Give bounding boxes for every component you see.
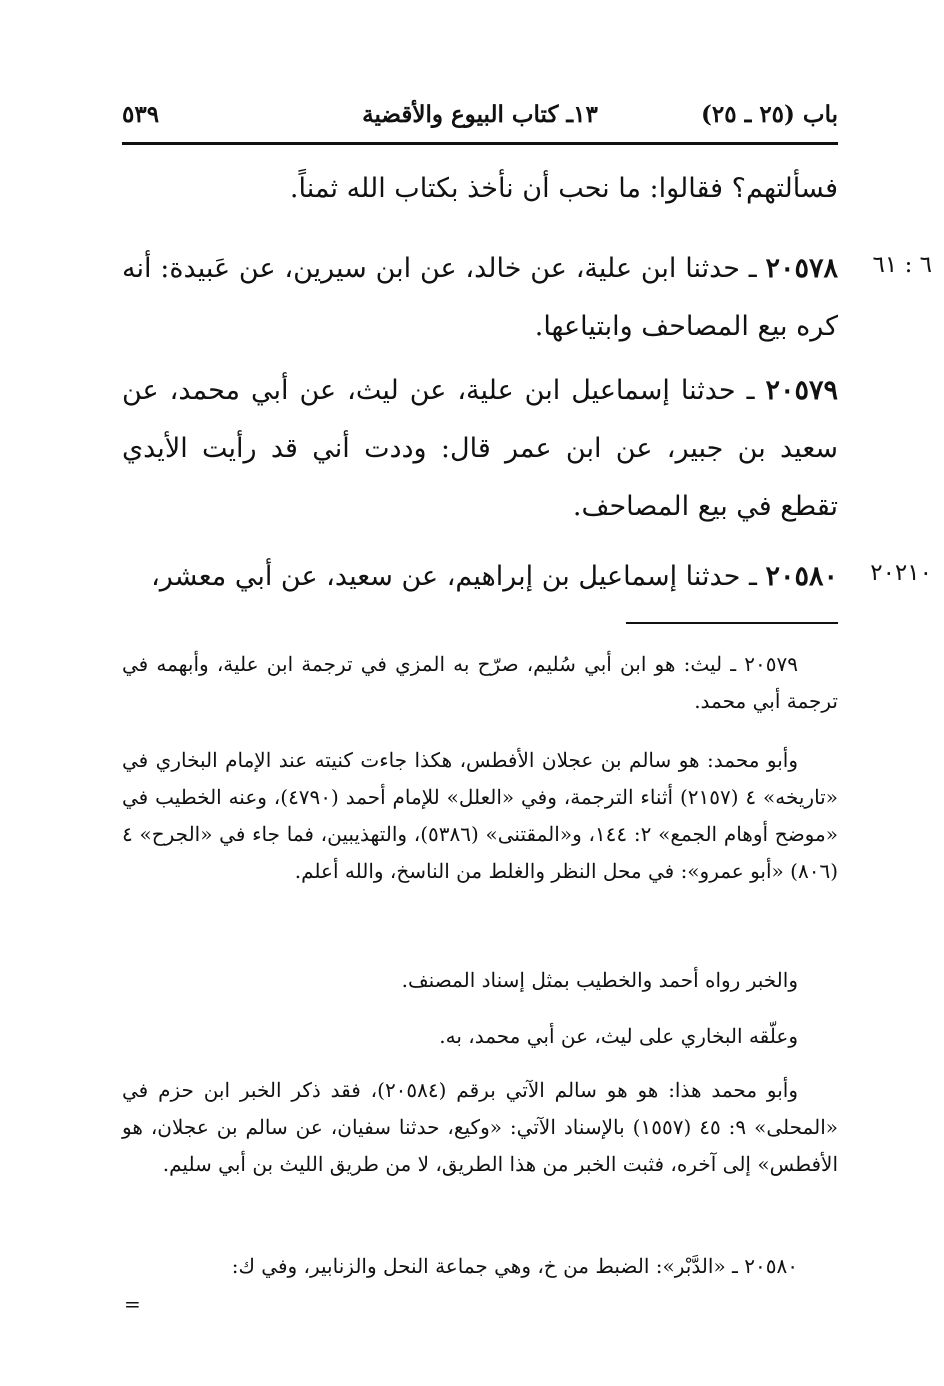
chapter-reference: باب (٢٥ ـ ٢٥)	[700, 100, 838, 128]
hadith-number: ٢٠٥٧٨	[765, 253, 838, 284]
header-rule	[122, 142, 838, 145]
footnote-rule	[626, 622, 838, 624]
book-title: ١٣ـ كتاب البيوع والأقضية	[362, 100, 598, 128]
footnote-4: وعلّقه البخاري على ليث، عن أبي محمد، به.	[439, 1024, 798, 1048]
margin-reference-1: ٦ : ٦١	[872, 252, 932, 278]
footnote-3: والخبر رواه أحمد والخطيب بمثل إسناد المصنف.	[401, 968, 798, 992]
continuation-mark: =	[124, 1292, 141, 1316]
footnote-1: ٢٠٥٧٩ ـ ليث: هو ابن أبي سُليم، صرّح به المزي في ترجمة ابن علية، وأبهمه في ترجمة أبي محمد.	[122, 652, 838, 713]
hadith-text: ـ حدثنا ابن علية، عن خالد، عن ابن سيرين، عن عَبيدة: أنه كره بيع المصاحف وابتياعها.	[122, 253, 838, 342]
main-paragraph-3	[122, 362, 838, 536]
main-paragraph-2	[122, 240, 838, 356]
page-number: ٥٣٩	[122, 100, 160, 128]
main-paragraph-1: فسألتهم؟ فقالوا: ما نحب أن نأخذ بكتاب الله ثمناً.	[289, 173, 838, 204]
footnote-6: ٢٠٥٨٠ ـ «الدَّبْر»: الضبط من خ، وهي جماعة النحل والزنابير، وفي ك:	[231, 1254, 798, 1278]
main-paragraph-4	[122, 548, 838, 606]
hadith-number: ٢٠٥٨٠	[765, 561, 838, 592]
footnote-2: وأبو محمد: هو سالم بن عجلان الأفطس، هكذا جاءت كنيته عند الإمام البخاري في «تاريخه» ٤ (٢١٥٧) أثناء الترجمة، وفي «العلل» للإمام أحمد (٤٧٩٠)، وعنه الخطيب في «موضح أوهام الجمع» ٢: ١٤٤، و«المقتنى» (٥٣٨٦)، والتهذيبين، فما جاء في «الجرح» ٤ (٨٠٦) «أبو عمرو»: في محل النظر والغلط من الناسخ، والله أعلم.	[122, 748, 838, 883]
hadith-number: ٢٠٥٧٩	[765, 375, 838, 406]
hadith-text: ـ حدثنا إسماعيل بن إبراهيم، عن سعيد، عن أبي معشر،	[151, 561, 766, 592]
hadith-text: ـ حدثنا إسماعيل ابن علية، عن ليث، عن أبي محمد، عن سعيد بن جبير، عن ابن عمر قال: وددت أني قد رأيت الأيدي تقطع في بيع المصاحف.	[122, 375, 838, 522]
margin-reference-2: ٢٠٢١٠	[870, 560, 932, 586]
running-header	[122, 92, 838, 136]
footnote-5: وأبو محمد هذا: هو هو سالم الآتي برقم (٢٠٥٨٤)، فقد ذكر الخبر ابن حزم في «المحلى» ٩: ٤٥ (١٥٥٧) بالإسناد الآتي: «وكيع، حدثنا سفيان، عن سالم بن عجلان، هو الأفطس» إلى آخره، فثبت الخبر من هذا الطريق، لا من طريق الليث بن أبي سليم.	[122, 1078, 838, 1176]
